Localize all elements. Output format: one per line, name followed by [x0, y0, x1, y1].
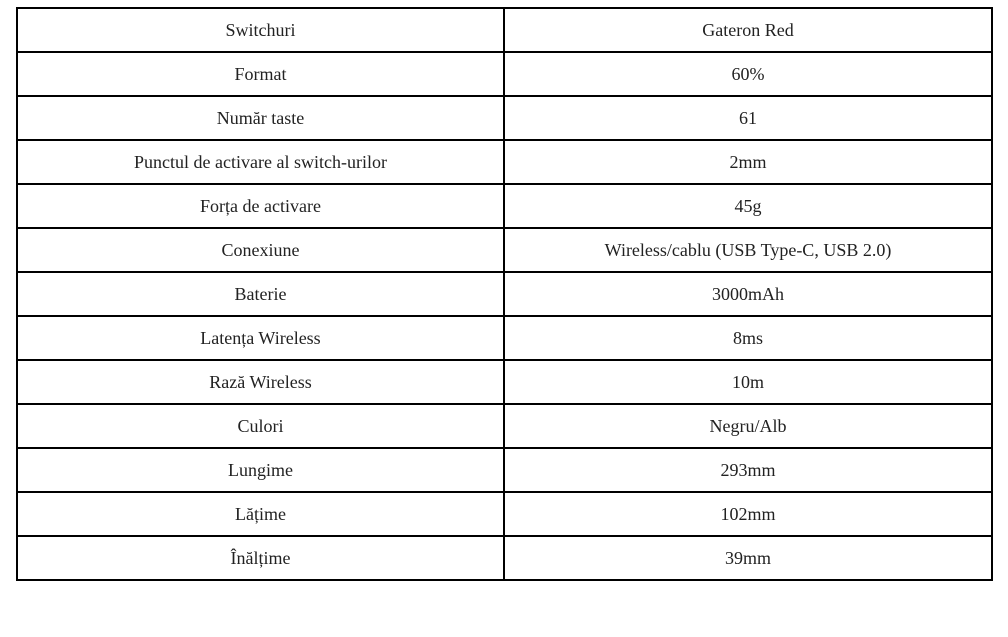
table-row	[17, 360, 992, 404]
spec-value: 8ms	[504, 316, 992, 360]
spec-label: Rază Wireless	[17, 360, 504, 404]
spec-label: Baterie	[17, 272, 504, 316]
spec-value: 45g	[504, 184, 992, 228]
table-row	[17, 184, 992, 228]
table-row	[17, 140, 992, 184]
spec-label: Înălțime	[17, 536, 504, 580]
spec-value: 102mm	[504, 492, 992, 536]
spec-table	[16, 7, 993, 581]
spec-label: Latența Wireless	[17, 316, 504, 360]
spec-value: Negru/Alb	[504, 404, 992, 448]
spec-label: Punctul de activare al switch-urilor	[17, 140, 504, 184]
spec-label: Culori	[17, 404, 504, 448]
spec-label: Forța de activare	[17, 184, 504, 228]
spec-value: 3000mAh	[504, 272, 992, 316]
spec-label: Lățime	[17, 492, 504, 536]
table-row	[17, 448, 992, 492]
table-row	[17, 8, 992, 52]
table-row	[17, 272, 992, 316]
table-row	[17, 404, 992, 448]
spec-label: Număr taste	[17, 96, 504, 140]
spec-label: Format	[17, 52, 504, 96]
table-row	[17, 536, 992, 580]
spec-value: 2mm	[504, 140, 992, 184]
table-row	[17, 96, 992, 140]
spec-value: 61	[504, 96, 992, 140]
spec-value: 293mm	[504, 448, 992, 492]
table-row	[17, 228, 992, 272]
spec-label: Switchuri	[17, 8, 504, 52]
spec-value: Gateron Red	[504, 8, 992, 52]
table-row	[17, 52, 992, 96]
spec-value: 39mm	[504, 536, 992, 580]
table-row	[17, 492, 992, 536]
spec-label: Lungime	[17, 448, 504, 492]
spec-value: 60%	[504, 52, 992, 96]
spec-label: Conexiune	[17, 228, 504, 272]
table-row	[17, 316, 992, 360]
spec-value: 10m	[504, 360, 992, 404]
spec-value: Wireless/cablu (USB Type-C, USB 2.0)	[504, 228, 992, 272]
spec-table-body	[17, 8, 992, 580]
